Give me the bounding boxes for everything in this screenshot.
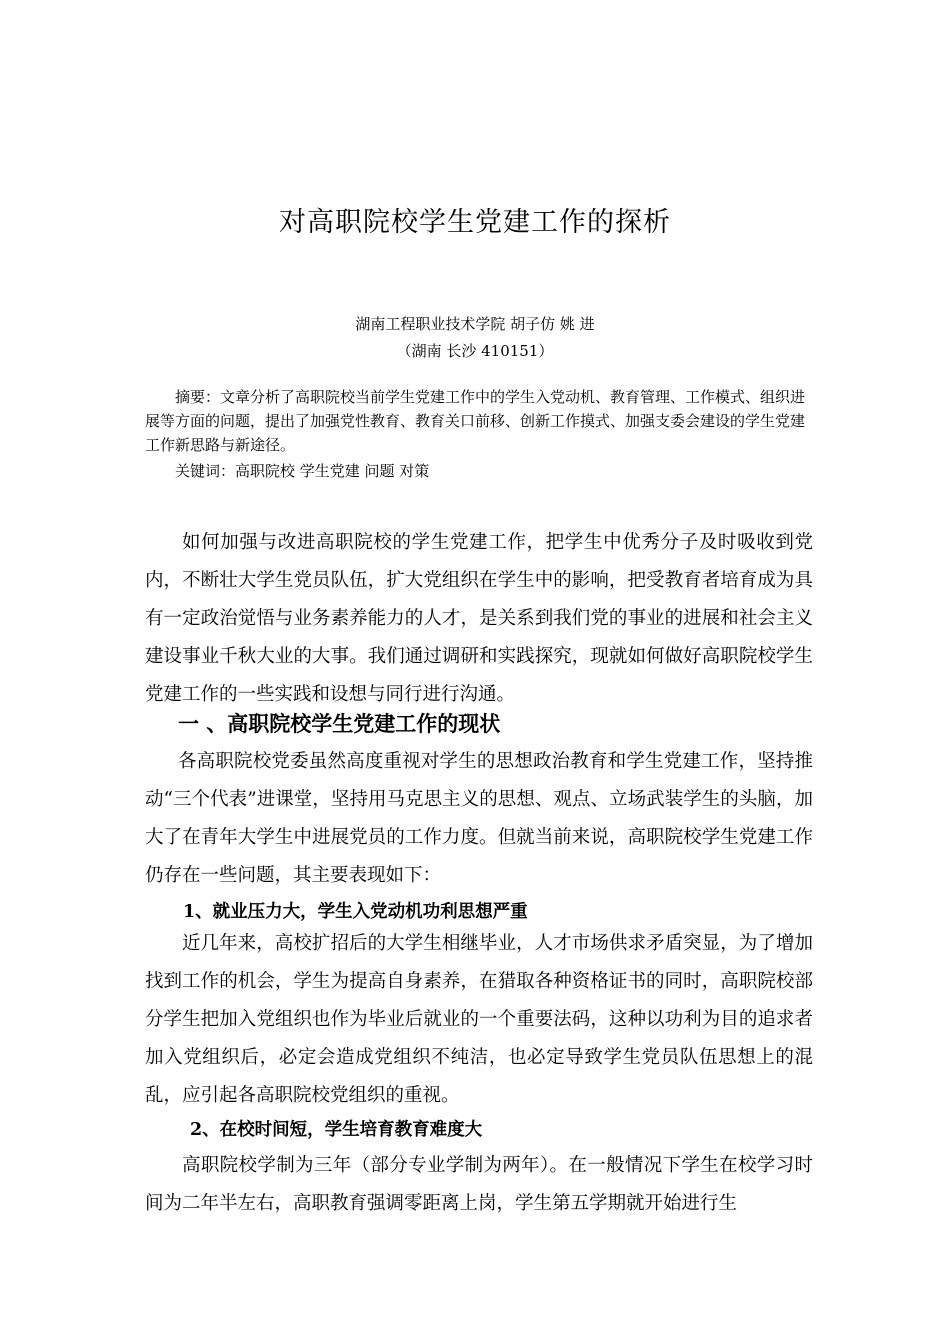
author-line: 湖南工程职业技术学院 胡子仿 姚 进 [355, 315, 595, 333]
address-line: （湖南 长沙 410151） [396, 342, 554, 360]
subsection-paragraph-1: 近几年来，高校扩招后的大学生相继毕业，人才市场供求矛盾突显，为了增加找到工作的机会，学生为提高自身素养，在猎取各种资格证书的同时，高职院校部分学生把加入党组织也作为毕业后就业的一个重要法码，这种以功利为目的追求者加入党组织后，必定会造成党组织不纯洁，也必定导致学生党员队伍思想上的混乱，应引起各高职院校党组织的重视。 [145, 933, 813, 1106]
subsection-heading-1: 1、就业压力大，学生入党动机功利思想严重 [183, 902, 528, 922]
subsection-paragraph-2: 高职院校学制为三年（部分专业学制为两年）。在一般情况下学生在校学习时间为二年半左右，高职教育强调零距离上岗，学生第五学期就开始进行生 [145, 1155, 813, 1214]
section-paragraph: 各高职院校党委虽然高度重视对学生的思想政治教育和学生党建工作，坚持推动“三个代表”进课堂，坚持用马克思主义的思想、观点、立场武装学生的头脑，加大了在青年大学生中进展党员的工作力度。但就当前来说，高职院校学生党建工作仍存在一些问题，其主要表现如下： [145, 751, 813, 886]
subsection-heading-2: 2、在校时间短，学生培育教育难度大 [190, 1120, 483, 1140]
document-title: 对高职院校学生党建工作的探析 [279, 207, 671, 238]
section-heading: 一 、高职院校学生党建工作的现状 [178, 712, 501, 736]
abstract: 摘要：文章分析了高职院校当前学生党建工作中的学生入党动机、教育管理、工作模式、组织进展等方面的问题，提出了加强党性教育、教育关口前移、创新工作摸式、加强支委会建设的学生党建工作新思路与新途径。 [145, 388, 806, 454]
keywords: 关键词：高职院校 学生党建 问题 对策 [175, 462, 430, 480]
intro-paragraph: 如何加强与改进高职院校的学生党建工作，把学生中优秀分子及时吸收到党内，不断壮大学生党员队伍，扩大党组织在学生中的影响，把受教育者培育成为具有一定政治觉悟与业务素养能力的人才，是关系到我们党的事业的进展和社会主义建设事业千秋大业的大事。我们通过调研和实践探究，现就如何做好高职院校学生党建工作的一些实践和设想与同行进行沟通。 [145, 532, 813, 705]
